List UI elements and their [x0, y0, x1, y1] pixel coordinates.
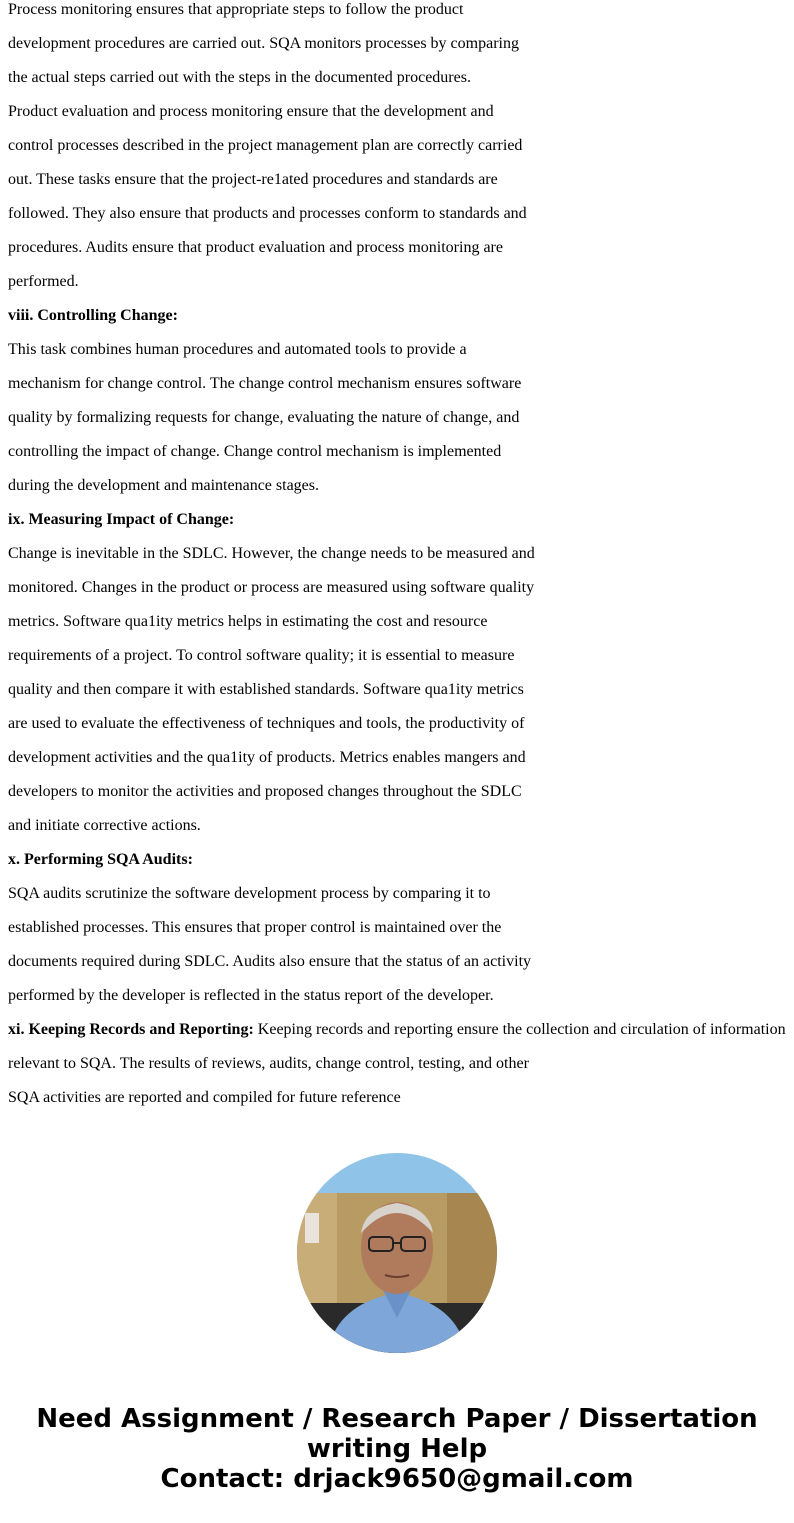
paragraph-line	[8, 537, 794, 571]
section-heading-line	[8, 843, 794, 877]
paragraph-line	[8, 775, 794, 809]
footer-subheadline: writing Help	[306, 1434, 488, 1464]
paragraph-line	[8, 231, 794, 265]
line-text: developers to monitor the activities and proposed changes throughout the SDLC	[8, 783, 522, 800]
paragraph-line	[8, 61, 794, 95]
paragraph-line	[8, 639, 794, 673]
line-text: established processes. This ensures that proper control is maintained over the	[8, 919, 502, 936]
paragraph-line	[8, 1081, 794, 1115]
section-heading: ix. Measuring Impact of Change:	[8, 511, 235, 528]
paragraph-line	[8, 401, 794, 435]
paragraph-line	[8, 605, 794, 639]
paragraph-line	[8, 469, 794, 503]
section-heading-line	[8, 299, 794, 333]
paragraph-line	[8, 741, 794, 775]
article-body	[8, 0, 794, 1115]
line-text: development procedures are carried out. SQA monitors processes by comparing	[8, 35, 519, 52]
line-text: requirements of a project. To control software quality; it is essential to measure	[8, 647, 515, 664]
line-text: metrics. Software qua1ity metrics helps in estimating the cost and resource	[8, 613, 488, 630]
line-text: monitored. Changes in the product or process are measured using software quality	[8, 579, 535, 596]
paragraph-line	[8, 95, 794, 129]
line-text: Process monitoring ensures that appropriate steps to follow the product	[8, 1, 464, 18]
line-text: are used to evaluate the effectiveness of techniques and tools, the productivity of	[8, 715, 525, 732]
line-text: followed. They also ensure that products and processes conform to standards and	[8, 205, 527, 222]
paragraph-line	[8, 877, 794, 911]
line-text: performed by the developer is reflected in the status report of the developer.	[8, 987, 494, 1004]
paragraph-line	[8, 197, 794, 231]
line-text: during the development and maintenance stages.	[8, 477, 320, 494]
section-heading: xi. Keeping Records and Reporting:	[8, 1021, 254, 1038]
paragraph-line	[8, 129, 794, 163]
line-text: Change is inevitable in the SDLC. However, the change needs to be measured and	[8, 545, 535, 562]
section-heading-line	[8, 1013, 794, 1047]
line-text: quality by formalizing requests for change, evaluating the nature of change, and	[8, 409, 520, 426]
line-text: Keeping records and reporting ensure the collection and circulation of information	[253, 1021, 786, 1038]
paragraph-line	[8, 911, 794, 945]
line-text: quality and then compare it with established standards. Software qua1ity metrics	[8, 681, 524, 698]
section-heading: viii. Controlling Change:	[8, 307, 178, 324]
paragraph-line	[8, 809, 794, 843]
paragraph-line	[8, 707, 794, 741]
section-heading: x. Performing SQA Audits:	[8, 851, 193, 868]
paragraph-line	[8, 979, 794, 1013]
line-text: and initiate corrective actions.	[8, 817, 201, 834]
paragraph-line	[8, 333, 794, 367]
line-text: out. These tasks ensure that the project-re1ated procedures and standards are	[8, 171, 498, 188]
paragraph-line	[8, 265, 794, 299]
paragraph-line	[8, 571, 794, 605]
section-heading-line	[8, 503, 794, 537]
footer-contact: Contact: drjack9650@gmail.com	[160, 1464, 634, 1494]
line-text: SQA audits scrutinize the software development process by comparing it to	[8, 885, 491, 902]
paragraph-line	[8, 1047, 794, 1081]
line-text: relevant to SQA. The results of reviews, audits, change control, testing, and other	[8, 1055, 529, 1072]
line-text: procedures. Audits ensure that product evaluation and process monitoring are	[8, 239, 503, 256]
line-text: SQA activities are reported and compiled for future reference	[8, 1089, 401, 1106]
paragraph-line	[8, 673, 794, 707]
paragraph-line	[8, 435, 794, 469]
paragraph-line	[8, 367, 794, 401]
line-text: This task combines human procedures and automated tools to provide a	[8, 341, 467, 358]
line-text: development activities and the qua1ity of products. Metrics enables mangers and	[8, 749, 526, 766]
paragraph-line	[8, 27, 794, 61]
line-text: documents required during SDLC. Audits also ensure that the status of an activity	[8, 953, 532, 970]
line-text: mechanism for change control. The change control mechanism ensures software	[8, 375, 522, 392]
line-text: Product evaluation and process monitoring ensure that the development and	[8, 103, 494, 120]
line-text: control processes described in the project management plan are correctly carried	[8, 137, 523, 154]
paragraph-line	[8, 163, 794, 197]
line-text: controlling the impact of change. Change control mechanism is implemented	[8, 443, 502, 460]
line-text: the actual steps carried out with the steps in the documented procedures.	[8, 69, 471, 86]
line-text: performed.	[8, 273, 79, 290]
author-avatar	[297, 1153, 497, 1353]
paragraph-line	[8, 945, 794, 979]
footer-headline: Need Assignment / Research Paper / Dissertation	[36, 1404, 758, 1434]
paragraph-line	[8, 0, 794, 27]
author-photo	[297, 1153, 497, 1353]
contact-footer	[0, 1404, 794, 1494]
